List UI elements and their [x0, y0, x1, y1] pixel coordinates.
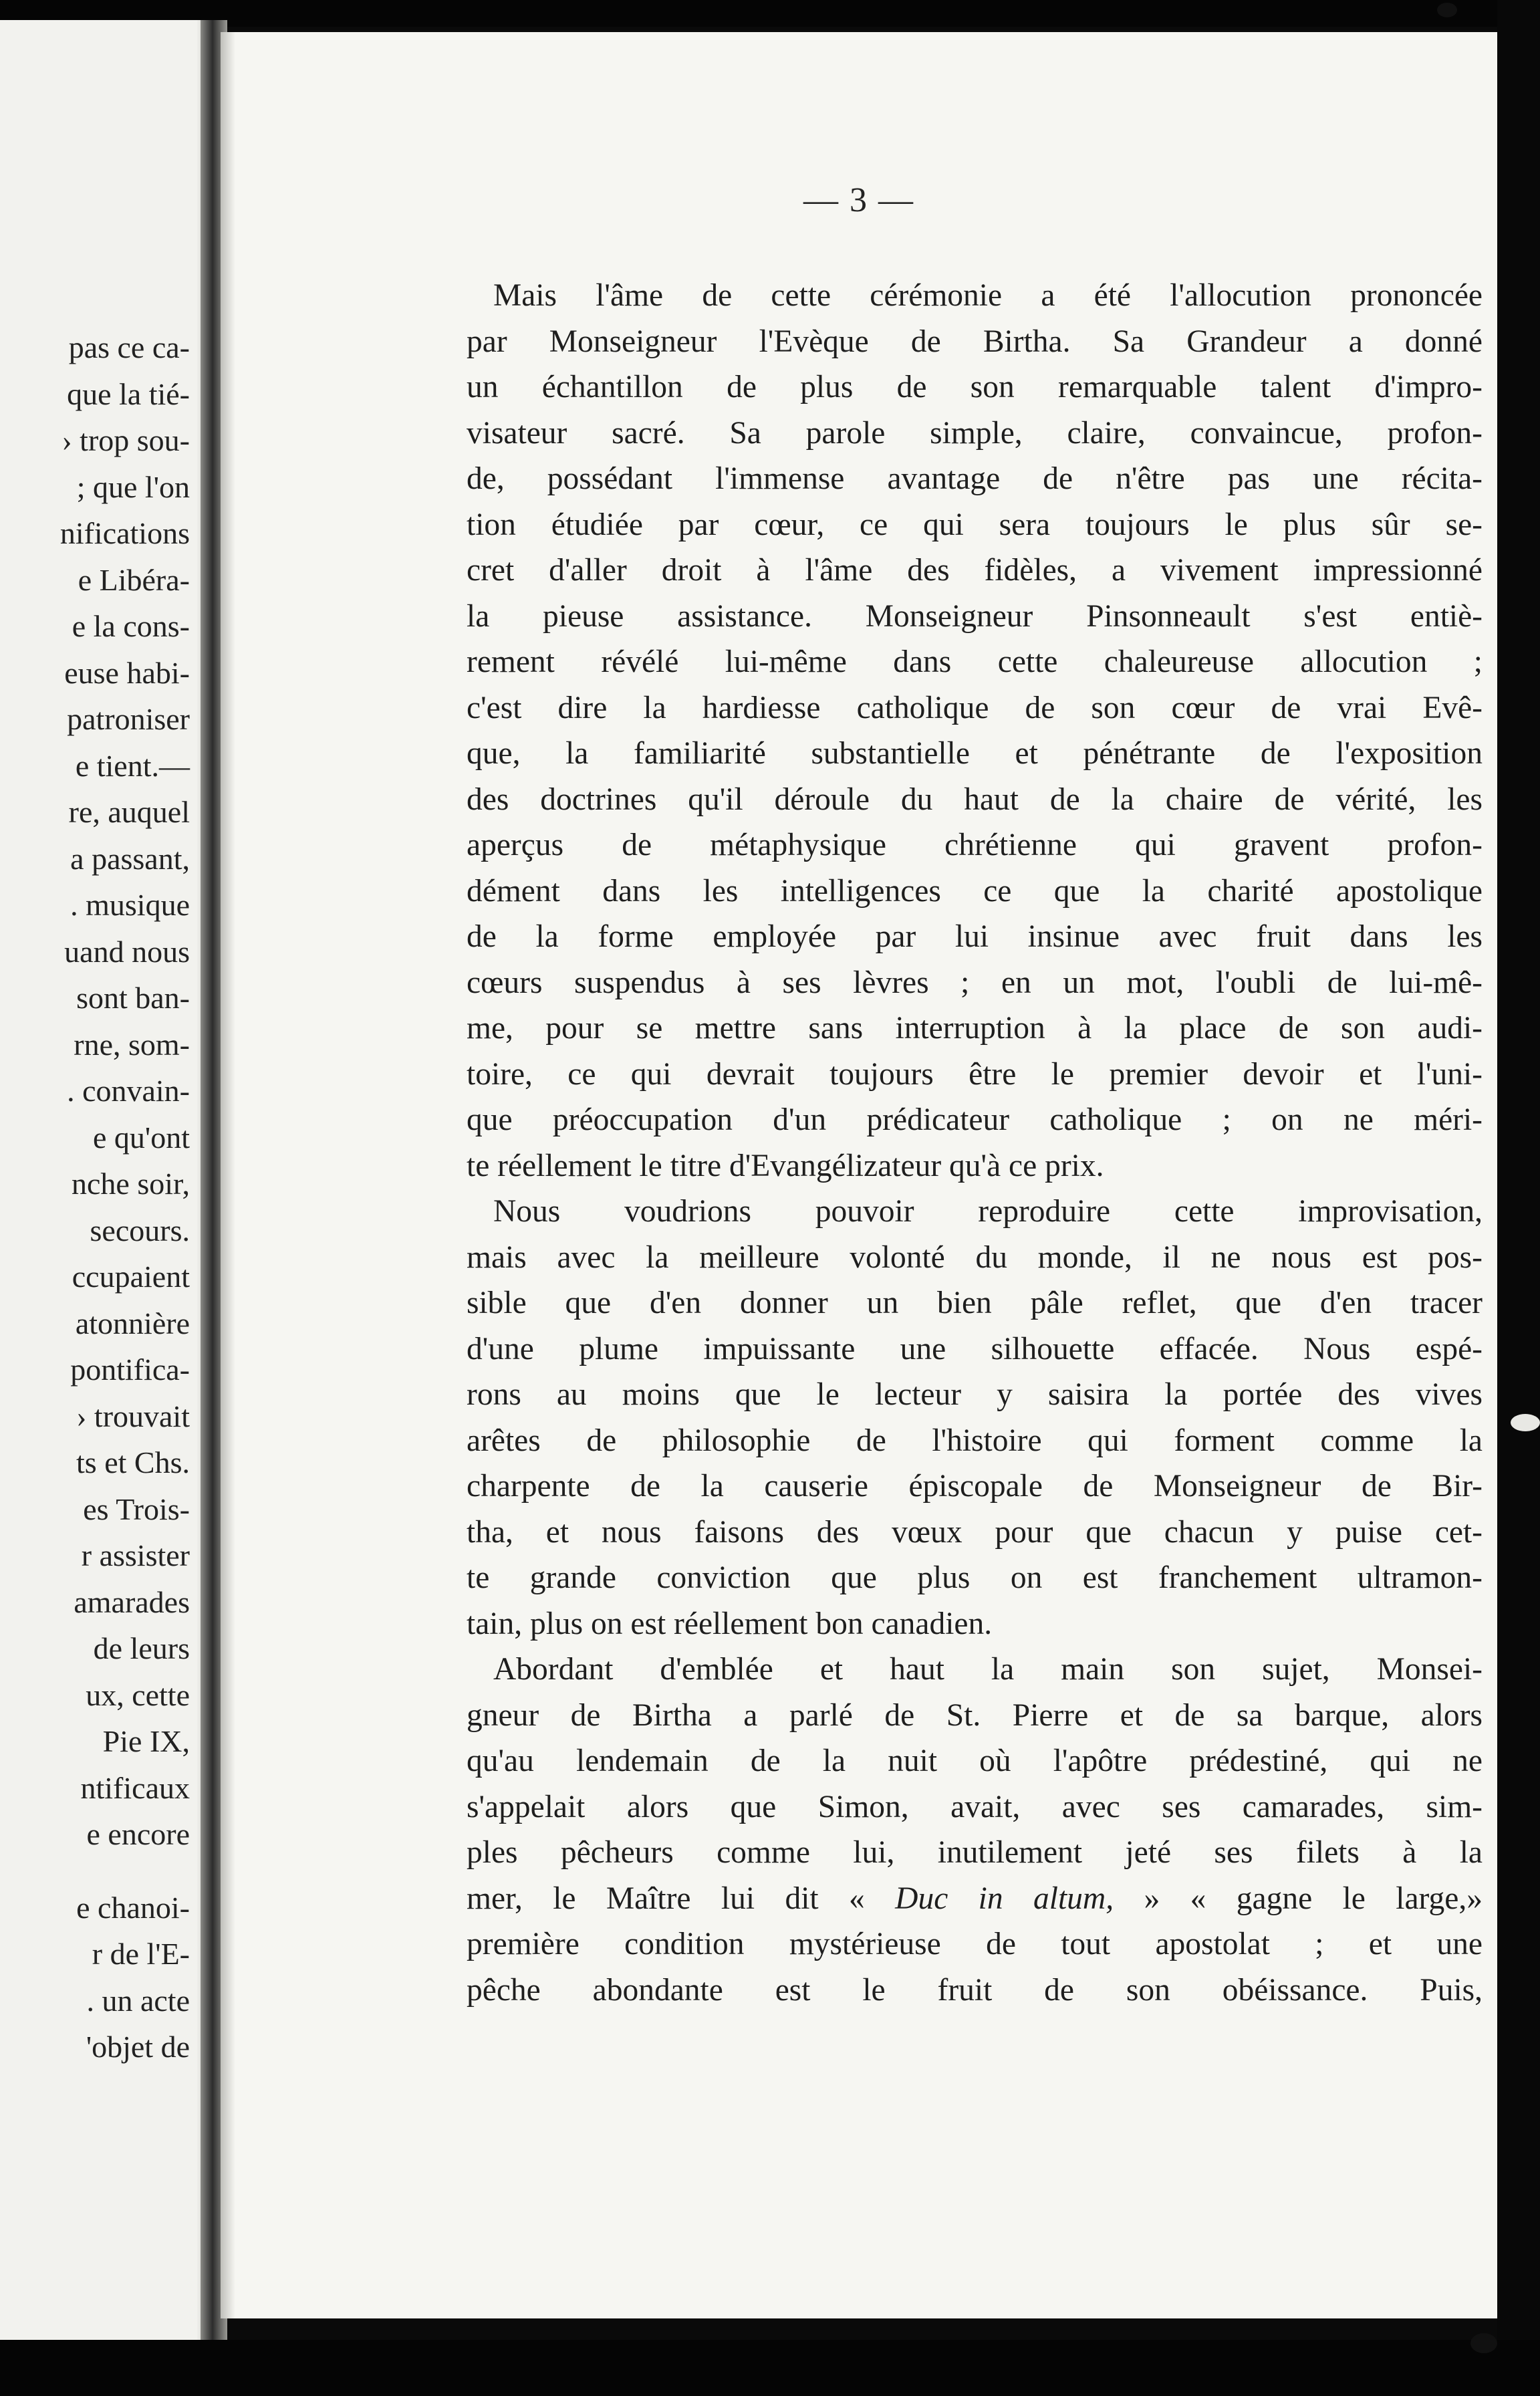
text-line: première condition mystérieuse de tout apostolat ; et une	[467, 1927, 1483, 1961]
text-line: de, possédant l'immense avantage de n'être pas une récita-	[467, 461, 1483, 496]
page-number: — 3 —	[803, 181, 914, 219]
left-page-line: euse habi-	[64, 655, 190, 690]
text-line: dément dans les intelligences ce que la charité apostolique	[467, 873, 1483, 909]
text-line: gneur de Birtha a parlé de St. Pierre et de sa barque, alors	[467, 1697, 1483, 1733]
text-line: mais avec la meilleure volonté du monde, il ne nous est pos-	[467, 1239, 1483, 1275]
left-page-line: › trop sou-	[61, 423, 190, 457]
scan-speck	[1437, 3, 1457, 17]
text-line: ples pêcheurs comme lui, inutilement jeté ses filets à la	[467, 1835, 1483, 1870]
text-line: la pieuse assistance. Monseigneur Pinsonneault s'est entiè-	[467, 598, 1483, 634]
text-line: que, la familiarité substantielle et pénétrante de l'exposition	[467, 736, 1483, 771]
left-page-line: nifications	[59, 516, 190, 550]
body-text	[234, 273, 1483, 2013]
text-line: arêtes de philosophie de l'histoire qui forment comme la	[467, 1423, 1483, 1458]
scanner-frame-right	[1497, 0, 1540, 2396]
text-line: sible que d'en donner un bien pâle reflet, que d'en tracer	[467, 1286, 1483, 1320]
left-page-line: Pie IX,	[102, 1724, 190, 1758]
left-page-line: rne, som-	[74, 1027, 190, 1062]
left-page-line: ux, cette	[86, 1677, 190, 1712]
text-line: s'appelait alors que Simon, avait, avec ses camarades, sim-	[467, 1789, 1483, 1824]
text-line: pêche abondante est le fruit de son obéissance. Puis,	[467, 1972, 1483, 2008]
left-page-line: que la tié-	[67, 376, 190, 411]
text-line: Abordant d'emblée et haut la main son sujet, Monsei-	[493, 1652, 1483, 1687]
text-line: par Monseigneur l'Evèque de Birtha. Sa Grandeur a donné	[467, 324, 1483, 359]
left-page-line: 'objet de	[86, 2030, 190, 2064]
text-line: que préoccupation d'un prédicateur catholique ; on ne méri-	[467, 1102, 1483, 1137]
left-page-line: es Trois-	[83, 1491, 190, 1526]
text-line: cœurs suspendus à ses lèvres ; en un mot, l'oubli de lui-mê-	[467, 965, 1483, 1000]
text-line: Mais l'âme de cette cérémonie a été l'allocution prononcée	[493, 278, 1483, 313]
left-page-line: nche soir,	[72, 1167, 190, 1201]
left-page-line: amarades	[74, 1584, 190, 1619]
text-line: rons au moins que le lecteur y saisira la portée des vives	[467, 1377, 1483, 1412]
left-page-line: sont ban-	[76, 981, 190, 1015]
left-page-line: r de l'E-	[92, 1937, 190, 1971]
text-line: tain, plus on est réellement bon canadien.	[467, 1606, 993, 1641]
text-line: un échantillon de plus de son remarquable talent d'impro-	[467, 370, 1483, 404]
text-line: toire, ce qui devrait toujours être le premier devoir et l'uni-	[467, 1056, 1483, 1092]
left-page-line: secours.	[90, 1213, 190, 1247]
text-line: des doctrines qu'il déroule du haut de la chaire de vérité, les	[467, 782, 1483, 817]
left-page-text-fragments	[60, 324, 190, 2070]
left-page-line: e la cons-	[72, 609, 190, 643]
text-line: cret d'aller droit à l'âme des fidèles, a vivement impressionné	[467, 553, 1483, 588]
scan-speck	[1470, 2333, 1497, 2353]
left-page-line: de leurs	[93, 1631, 190, 1665]
text-line: te grande conviction que plus on est franchement ultramon-	[467, 1560, 1483, 1595]
text-line: c'est dire la hardiesse catholique de son cœur de vrai Evê-	[467, 690, 1483, 725]
left-page-line: . convain-	[67, 1074, 190, 1108]
left-page-line: pontifica-	[70, 1352, 190, 1387]
left-page-line: e Libéra-	[78, 562, 190, 597]
left-page-line: a passant,	[70, 841, 190, 876]
text-line: visateur sacré. Sa parole simple, claire, convaincue, profon-	[467, 415, 1483, 451]
text-line: aperçus de métaphysique chrétienne qui gravent profon-	[467, 828, 1483, 862]
left-page-line: patroniser	[67, 702, 190, 736]
text-line: charpente de la causerie épiscopale de Monseigneur de Bir-	[467, 1469, 1483, 1504]
left-page-line: pas ce ca-	[68, 330, 190, 364]
left-page-line: ccupaient	[72, 1260, 190, 1294]
left-page-line: ts et Chs.	[76, 1445, 190, 1479]
scan-speck	[1511, 1414, 1540, 1431]
main-page	[221, 32, 1497, 2318]
scanner-frame-top	[0, 0, 1540, 27]
left-page-line: e qu'ont	[93, 1120, 190, 1155]
left-page-line: e encore	[86, 1817, 190, 1851]
text-line: qu'au lendemain de la nuit où l'apôtre prédestiné, qui ne	[467, 1744, 1483, 1778]
left-page-line: . musique	[70, 888, 190, 922]
left-page-line: atonnière	[75, 1306, 190, 1340]
text-segment: » « gagne le large,»	[1114, 1881, 1483, 1916]
text-segment: mer, le Maître lui dit «	[467, 1881, 896, 1916]
text-line: tha, et nous faisons des vœux pour que chacun y puise cet-	[467, 1514, 1483, 1550]
left-page-line: ntificaux	[80, 1770, 190, 1805]
text-line	[467, 1876, 1483, 1922]
left-page-line: ; que l'on	[76, 469, 190, 504]
left-page-gap	[60, 1858, 190, 1885]
latin-quote: Duc in altum,	[895, 1881, 1114, 1916]
left-page-line: uand nous	[64, 934, 190, 969]
left-facing-page	[0, 20, 209, 2340]
text-line: rement révélé lui-même dans cette chaleureuse allocution ;	[467, 644, 1483, 679]
text-line: de la forme employée par lui insinue avec fruit dans les	[467, 919, 1483, 954]
main-page-edge-shadow	[221, 32, 235, 2318]
left-page-line: › trouvait	[76, 1399, 190, 1433]
left-page-line: . un acte	[86, 1983, 190, 2018]
text-line: Nous voudrions pouvoir reproduire cette improvisation,	[493, 1194, 1483, 1229]
text-line: me, pour se mettre sans interruption à la place de son audi-	[467, 1011, 1483, 1046]
scanner-frame-bottom	[0, 2340, 1540, 2396]
left-page-line: re, auquel	[68, 795, 190, 829]
left-page-line: r assister	[81, 1538, 190, 1572]
left-page-line: e tient.—	[75, 748, 190, 783]
text-line: tion étudiée par cœur, ce qui sera toujours le plus sûr se-	[467, 507, 1483, 542]
text-line: te réellement le titre d'Evangélizateur qu'à ce prix.	[467, 1148, 1104, 1183]
text-line: d'une plume impuissante une silhouette effacée. Nous espé-	[467, 1331, 1483, 1366]
left-page-line: e chanoi-	[76, 1890, 190, 1925]
